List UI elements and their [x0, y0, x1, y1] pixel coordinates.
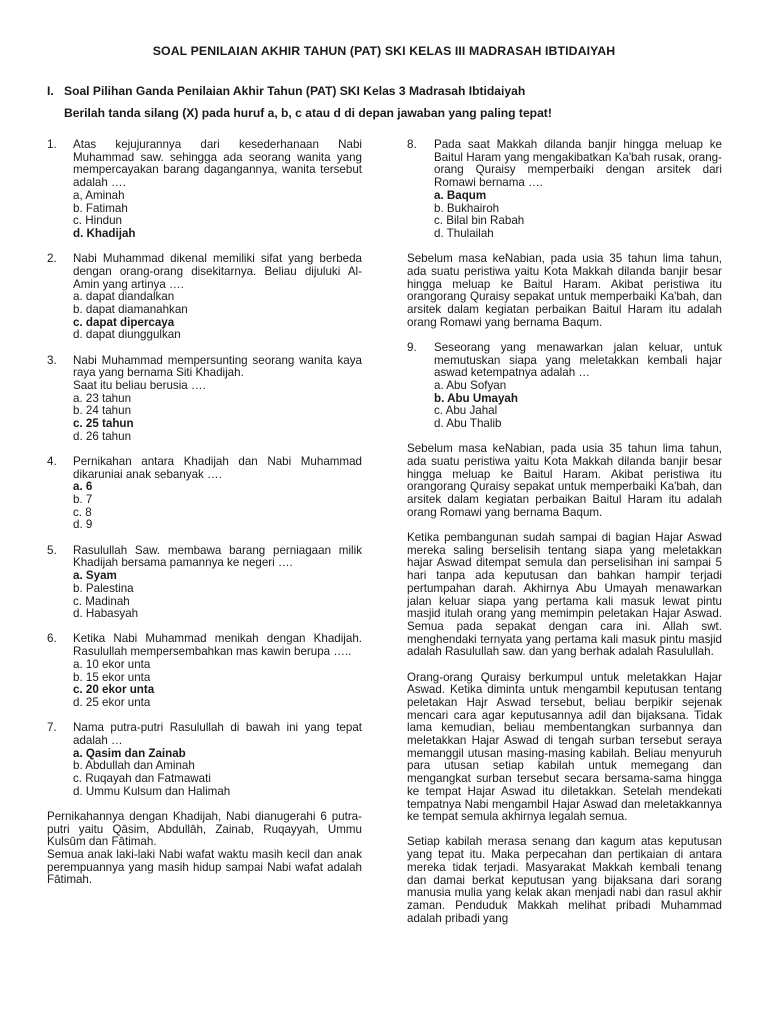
- question-text: Pernikahan antara Khadijah dan Nabi Muhammad dikaruniai anak sebanyak ….: [73, 454, 362, 481]
- question-number: 8.: [407, 138, 417, 151]
- option-b: b. dapat diamanahkan: [73, 302, 188, 316]
- option-d: d. 25 ekor unta: [73, 695, 151, 709]
- option-a: a. 10 ekor unta: [73, 657, 151, 671]
- question-text: Ketika Nabi Muhammad menikah dengan Khadijah. Rasulullah mempersembahkan mas kawin berupa …..: [73, 632, 362, 659]
- option-a: a. dapat diandalkan: [73, 290, 175, 304]
- question-text: Pada saat Makkah dilanda banjir hingga meluap ke Baitul Haram yang mengakibatkan Ka'bah rusak, orang-orang Quraisy memperbaiki dengan arsitek dari Romawi bernama ….: [434, 138, 722, 190]
- option-b: b. Abdullah dan Aminah: [73, 759, 195, 773]
- option-c-answer: c. 20 ekor unta: [73, 683, 155, 697]
- option-d: d. 26 tahun: [73, 429, 132, 443]
- question-text: Seseorang yang menawarkan jalan keluar, untuk memutuskan siapa yang meletakkan kembali hajar aswad ketempatnya adalah …: [434, 340, 722, 380]
- question-6: [47, 633, 362, 709]
- option-b-answer: b. Abu Umayah: [434, 391, 518, 405]
- option-c: c. Hindun: [73, 214, 122, 228]
- option-a-answer: a. 6: [73, 480, 93, 494]
- option-c-answer: c. 25 tahun: [73, 417, 134, 431]
- question-number: 1.: [47, 138, 57, 151]
- explanation-paragraph: Ketika pembangunan sudah sampai di bagian Hajar Aswad mereka saling berselisih tentang siapa yang meletakkan hajar Aswad ditempat semula dan perselisihan ini sampai 5 hari tanpa ada keputusan dan bahkan hampir terjadi pertumpahan darah. Akhirnya Abu Umayah menawarkan jalan keluar siapa yang pertama kali masuk lewat pintu masjid itulah orang yang memimpin peletakan Hajar Aswad. Semua pada sepakat dengan cara ini. Allah swt. menghendaki ternyata yang pertama kali masuk pintu masjid adalah Rasulullah saw. dan yang berhak adalah Rasulullah.: [407, 530, 722, 659]
- explanation-paragraph: Setiap kabilah merasa senang dan kagum atas keputusan yang tepat itu. Maka perpecahan dan pertikaian di antara mereka tidak terjadi. Masyarakat Makkah kembali tenang dan damai berkat keputusan yang bijaksana dari sorang manusia mulia yang kelak akan menjadi nabi dan rasul akhir zaman. Penduduk Makkah melihat pribadi Muhammad adalah pribadi yang: [407, 835, 722, 925]
- option-a: a. Abu Sofyan: [434, 378, 507, 392]
- question-number: 5.: [47, 543, 57, 557]
- option-c-answer: c. dapat dipercaya: [73, 315, 175, 329]
- question-text: Nabi Muhammad mempersunting seorang wanita kaya raya yang bernama Siti Khadijah.: [73, 353, 362, 380]
- question-8: [407, 139, 722, 241]
- question-3: [47, 355, 362, 444]
- option-d: d. Ummu Kulsum dan Halimah: [73, 784, 231, 798]
- question-4: [47, 456, 362, 532]
- question-text: Nabi Muhammad dikenal memiliki sifat yang berbeda dengan orang-orang disekitarnya. Beliau dijuluki Al-Amin yang artinya ….: [73, 252, 362, 291]
- option-b: b. Palestina: [73, 581, 134, 595]
- option-d: d. 9: [73, 518, 93, 532]
- right-column: [407, 139, 722, 938]
- option-a-answer: a. Qasim dan Zainab: [73, 746, 186, 760]
- question-number: 2.: [47, 252, 57, 266]
- question-1: [47, 139, 362, 241]
- option-a-answer: a. Baqum: [434, 188, 487, 202]
- question-2: [47, 253, 362, 342]
- left-column: [47, 139, 362, 900]
- option-d: d. dapat diunggulkan: [73, 328, 181, 342]
- option-c: c. Ruqayah dan Fatmawati: [73, 771, 211, 785]
- section-instruction: Berilah tanda silang (X) pada huruf a, b, c atau d di depan jawaban yang paling tepat!: [64, 106, 552, 120]
- option-b: b. Bukhairoh: [434, 201, 500, 215]
- question-text: Nama putra-putri Rasulullah di bawah ini yang tepat adalah …: [73, 721, 362, 747]
- question-number: 4.: [47, 454, 57, 468]
- question-text: Atas kejujurannya dari kesederhanaan Nabi Muhammad saw. sehingga ada seorang wanita yang mempercayakan barang dagangannya, wanita tersebut adalah ….: [73, 138, 362, 190]
- option-c: c. Madinah: [73, 594, 130, 608]
- section-number: I.: [47, 84, 54, 98]
- explanation-paragraph: Pernikahannya dengan Khadijah, Nabi dianugerahi 6 putra-putri yaitu Qāsim, Abdullāh, Zainab, Ruqayyah, Ummu Kulsūm dan Fātimah.: [47, 809, 362, 849]
- section-heading: Soal Pilihan Ganda Penilaian Akhir Tahun (PAT) SKI Kelas 3 Madrasah Ibtidaiyah: [64, 84, 526, 98]
- question-text: Rasulullah Saw. membawa barang perniagaan milik Khadijah bersama pamannya ke negeri ….: [73, 543, 362, 570]
- option-c: c. 8: [73, 505, 92, 519]
- question-number: 3.: [47, 353, 57, 367]
- page-title: SOAL PENILAIAN AKHIR TAHUN (PAT) SKI KELAS III MADRASAH IBTIDAIYAH: [152, 44, 616, 58]
- option-b: b. 15 ekor unta: [73, 670, 151, 684]
- question-text-line2: Saat itu beliau berusia ….: [73, 378, 206, 392]
- option-a-answer: a. Syam: [73, 569, 117, 583]
- option-c: c. Bilal bin Rabah: [434, 214, 525, 228]
- option-a: a, Aminah: [73, 188, 125, 202]
- explanation-paragraph: Sebelum masa keNabian, pada usia 35 tahun lima tahun, ada suatu peristiwa yaitu Kota Makkah dilanda banjir besar hingga meluap ke Baitul Haram. Akibat peristiwa itu orangorang Quraisy sepakat untuk memperbaiki Ka'bah, dan arsitek dalam kegiatan perbaikan Baitul Haram itu adalah orang Romawi yang bernama Baqum.: [407, 442, 722, 519]
- option-b: b. Fatimah: [73, 201, 128, 215]
- question-9: [407, 342, 722, 431]
- question-number: 6.: [47, 632, 57, 646]
- option-d: d. Thulailah: [434, 226, 494, 240]
- explanation-paragraph: Orang-orang Quraisy berkumpul untuk meletakkan Hajar Aswad. Ketika diminta untuk mengambil keputusan tentang peletakan Hajr Aswad tersebut, beliau berpikir sejenak mencari cara agar keputusannya adil dan bijaksana. Tidak lama kemudian, beliau membentangkan surbannya dan meletakkan Hajar Aswad di tengah surban tersebut seraya memanggil utusan masing-masing kabilah. Beliau menyuruh para utusan setiap kabilah untuk memegang dan mengangkat surban tersebut secara bersama-sama hingga ke tempat Hajar Aswad itu diletakkan. Setelah mendekati tempatnya Nabi mengambil Hajar Aswad dan meletakkannya ke tempat semula akhirnya legalah semua.: [407, 670, 722, 824]
- option-b: b. 24 tahun: [73, 404, 132, 418]
- option-d-answer: d. Khadijah: [73, 226, 136, 240]
- option-a: a. 23 tahun: [73, 391, 132, 405]
- question-7: [47, 722, 362, 798]
- option-d: d. Abu Thalib: [434, 417, 502, 431]
- question-5: [47, 545, 362, 621]
- question-number: 7.: [47, 721, 57, 735]
- question-number: 9.: [407, 340, 417, 354]
- explanation-paragraph: Sebelum masa keNabian, pada usia 35 tahun lima tahun, ada suatu peristiwa yaitu Kota Makkah dilanda banjir besar hingga meluap ke Baitul Haram. Akibat peristiwa itu orangorang Quraisy sepakat untuk memperbaiki Ka'bah, dan arsitek dalam kegiatan perbaikan Baitul Haram itu adalah orang Romawi yang bernama Baqum.: [407, 252, 722, 329]
- explanation-paragraph: Semua anak laki-laki Nabi wafat waktu masih kecil dan anak perempuannya yang masih hidup sampai Nabi wafat adalah Fātimah.: [47, 847, 362, 887]
- option-b: b. 7: [73, 493, 93, 507]
- option-d: d. Habasyah: [73, 607, 139, 621]
- option-c: c. Abu Jahal: [434, 404, 498, 418]
